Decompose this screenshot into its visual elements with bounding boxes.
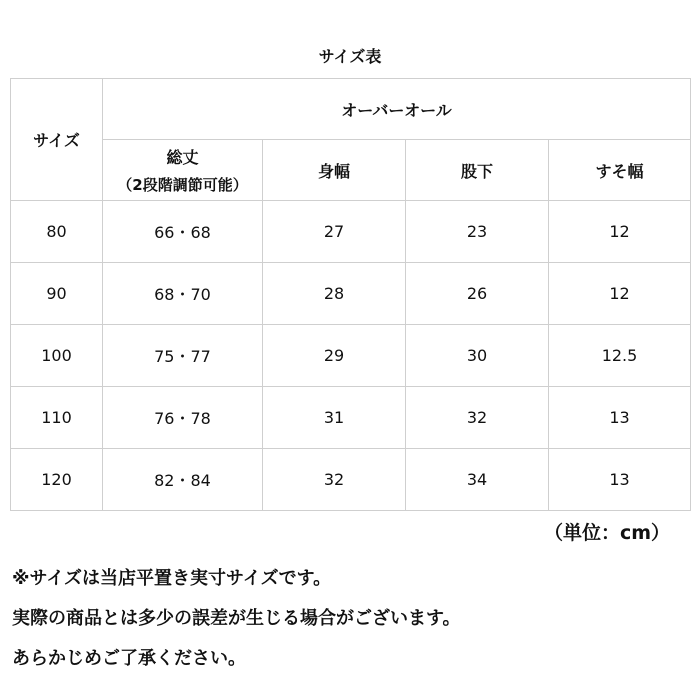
table-row [11,263,691,325]
total-length-cell: 68・70 [103,263,263,325]
hem-width-cell: 12 [549,263,691,325]
inseam-cell: 26 [406,263,549,325]
inseam-header: 股下 [406,140,549,201]
size-column-header: サイズ [11,79,103,201]
inseam-cell: 23 [406,201,549,263]
size-table [10,78,691,511]
size-cell: 120 [11,449,103,511]
note-line: 実際の商品とは多少の誤差が生じる場合がございます。 [12,608,461,629]
table-row [11,201,691,263]
total-length-cell: 75・77 [103,325,263,387]
body-width-cell: 27 [263,201,406,263]
inseam-cell: 32 [406,387,549,449]
total-length-note: （2段階調節可能） [117,176,248,194]
note-line: ※サイズは当店平置き実寸サイズです。 [12,568,332,589]
body-width-cell: 29 [263,325,406,387]
table-row [11,449,691,511]
hem-width-cell: 12.5 [549,325,691,387]
size-cell: 90 [11,263,103,325]
total-length-cell: 66・68 [103,201,263,263]
note-line: あらかじめご了承ください。 [12,648,246,669]
total-length-header [103,140,263,201]
size-cell: 80 [11,201,103,263]
inseam-cell: 30 [406,325,549,387]
size-cell: 100 [11,325,103,387]
overall-group-header: オーバーオール [103,79,691,140]
table-row [11,387,691,449]
inseam-cell: 34 [406,449,549,511]
body-width-cell: 32 [263,449,406,511]
total-length-cell: 82・84 [103,449,263,511]
hem-width-cell: 12 [549,201,691,263]
total-length-label: 総丈 [166,148,199,167]
total-length-cell: 76・78 [103,387,263,449]
hem-width-cell: 13 [549,449,691,511]
hem-width-header: すそ幅 [549,140,691,201]
body-width-header: 身幅 [263,140,406,201]
table-subheader-row [11,140,691,201]
unit-label: （単位：cm） [543,522,670,544]
page-title: サイズ表 [318,47,382,66]
hem-width-cell: 13 [549,387,691,449]
body-width-cell: 28 [263,263,406,325]
body-width-cell: 31 [263,387,406,449]
table-header-row [11,79,691,140]
size-cell: 110 [11,387,103,449]
table-row [11,325,691,387]
